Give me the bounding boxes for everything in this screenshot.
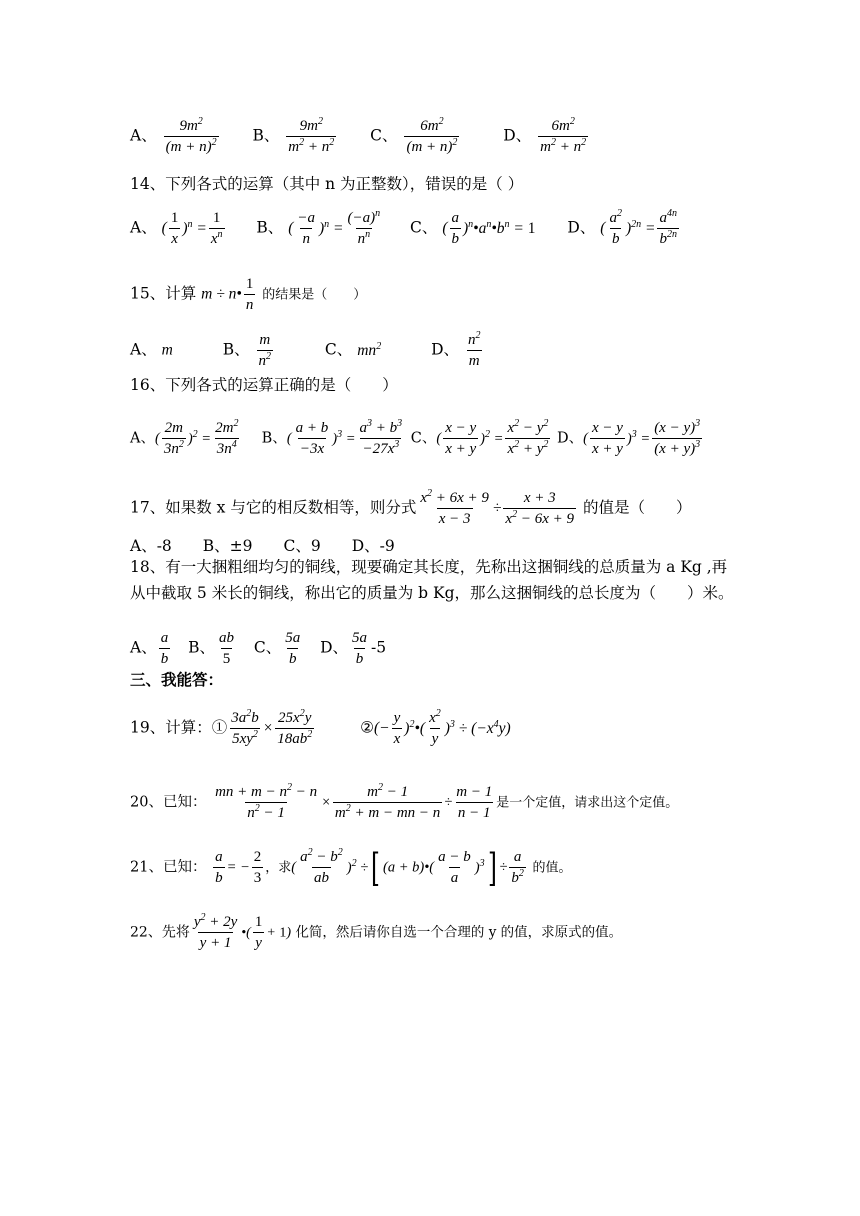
q16-text: 16、下列各式的运算正确的是（ ） — [130, 376, 398, 394]
circled-one: ① — [211, 718, 228, 737]
q15-prefix: 15、计算 — [130, 284, 197, 303]
q20-prefix: 20、已知： — [130, 794, 207, 811]
formula: $\frac{2m}{3n^2}$ — [163, 420, 184, 457]
q21-text: 21、已知： $\frac{a}{b}$ = − $\frac{2}{3}$ ，求( $\frac{a^2 - b^2}{ab}$ )$^2$ ÷[ (a + b)•( $\frac{a - b}{a}$ )$^3$] ÷ $\frac{a}{b^2}$ 的值。 — [130, 845, 572, 890]
formula: $\frac{m}{n^2}$ — [258, 332, 272, 369]
q14-text: 14、下列各式的运算（其中 n 为正整数），错误的是（ ） — [130, 175, 524, 193]
q15-options: A、 m B、 $\frac{m}{n^2}$ C、 $mn^2$ D、 $\frac{n^2}{m}$ — [130, 330, 481, 369]
option-d-label: D、 — [320, 638, 349, 657]
formula: $\frac{ab}{5}$ — [218, 630, 234, 667]
formula: $\frac{25x^2y}{18ab^2}$ — [277, 708, 313, 747]
option-c-label: C、 — [410, 430, 437, 447]
q22-prefix: 22、先将 — [130, 924, 190, 941]
q22-suffix: 化简，然后请你自选一个合理的 y 的值，求原式的值。 — [295, 924, 623, 941]
formula: $\frac{(-a)^n}{n^n}$ — [347, 208, 381, 247]
formula: $\frac{n^2}{m}$ — [467, 330, 481, 369]
formula: $\frac{3a^2b}{5xy^2}$ — [231, 708, 259, 747]
q20-text: 20、已知： $\frac{mn + m - n^2 - n}{n^2 - 1}$ × $\frac{m^2 - 1}{m^2 + m - mn - n}$ ÷ $\frac{m - 1}{n - 1}$ 是一个定值，请求出这个定值。 — [130, 782, 679, 821]
formula: $\frac{y}{x}$ — [393, 710, 401, 747]
q22-text: 22、先将 $\frac{y^2 + 2y}{y + 1}$ •( $\frac{1}{y}$ + 1) 化简，然后请你自选一个合理的 y 的值，求原式的值。 — [130, 912, 623, 951]
formula: $\frac{(x - y)^3}{(x + y)^3}$ — [654, 418, 701, 457]
formula: $\frac{x^2 + 6x + 9}{x - 3}$ — [420, 488, 489, 527]
option-c-label: C、 — [324, 340, 353, 359]
formula: $\frac{mn + m - n^2 - n}{n^2 - 1}$ — [215, 782, 318, 821]
q19-text: 19、计算：① $\frac{3a^2b}{5xy^2}$ × $\frac{25x^2y}{18ab^2}$ ②(− $\frac{y}{x}$ )$^2$•( $\frac{x^2}{y}$ )$^3 \div (-x^4y)$ — [130, 708, 511, 747]
formula: $\frac{a + b}{-3x}$ — [295, 420, 329, 457]
option-b-label: B、 — [261, 430, 287, 447]
formula: $\frac{a}{b}$ — [160, 630, 169, 667]
section-heading: 三、我能答： — [130, 670, 224, 689]
option-c-label: C、 — [253, 638, 282, 657]
q16-options: A、( $\frac{2m}{3n^2}$ )$^2$ = $\frac{2m^2}{3n^4}$ B、( $\frac{a + b}{-3x}$ )$^3$ = $\frac{a^3 + b^3}{-27x^3}$ C、( $\frac{x - y}{x + y}$ )$^2$ = $\frac{x^2 - y^2}{x^2 + y^2}$ D、( $\frac{x - y}{x + y}$ )$^3$ = $\frac{(x - y)^3}{(x + y)^3}$ — [130, 418, 701, 457]
formula: $\frac{x^2 - y^2}{x^2 + y^2}$ — [507, 418, 549, 457]
formula: $\frac{1}{n}$ — [245, 276, 254, 313]
option-d-label: D、 — [431, 340, 459, 359]
formula: $\frac{m^2 - 1}{m^2 + m - mn - n}$ — [334, 782, 441, 821]
formula: $\frac{x + 3}{x^2 - 6x + 9}$ — [505, 490, 574, 527]
option-b-label: B、 — [222, 340, 250, 359]
option-c-label: C、 — [370, 126, 398, 145]
q21-suffix: 的值。 — [532, 860, 572, 876]
formula: $\frac{a^2 - b^2}{ab}$ — [300, 847, 343, 886]
q21-prefix: 21、已知： — [130, 859, 207, 876]
option-a-label: A、 — [130, 126, 157, 145]
q20-suffix: 是一个定值，请求出这个定值。 — [496, 795, 679, 811]
formula: $\frac{1}{y}$ — [254, 914, 263, 951]
q13-options — [130, 116, 740, 157]
formula: $\frac{x - y}{x + y}$ — [591, 420, 623, 457]
option-b-label: B、 — [252, 126, 280, 145]
formula: $\frac{6m^2}{m^2 + n^2}$ — [540, 116, 587, 155]
q15-text: 15、计算 m ÷ n• $\frac{1}{n}$ 的结果是（ ） — [130, 276, 367, 313]
q21-mid: ，求 — [265, 860, 292, 876]
option-a-label: A、 — [130, 638, 157, 657]
formula: $\frac{2}{3}$ — [253, 849, 262, 886]
formula: $\frac{1}{x}$ — [170, 210, 179, 247]
formula: $\frac{5a}{b}$ — [285, 630, 301, 667]
q17-options: A、-8 B、±9 C、9 D、-9 — [130, 537, 395, 555]
bracket: ] — [487, 845, 497, 890]
bracket: [ — [371, 845, 381, 890]
formula: $\frac{a^3 + b^3}{-27x^3}$ — [359, 418, 403, 457]
formula: $\frac{9m^2}{(m + n)^2}$ — [165, 116, 217, 155]
option-d-label: D、 — [567, 218, 596, 237]
formula: $\frac{a}{b^2}$ — [511, 849, 524, 886]
formula: $\frac{a}{b}$ — [451, 210, 459, 247]
q15-suffix: 的结果是（ ） — [262, 287, 367, 303]
option-b-label: B、 — [188, 638, 215, 657]
option-a-label: A、 — [130, 430, 155, 447]
circled-two: ② — [360, 718, 374, 737]
formula: $\frac{a}{b}$ — [215, 849, 223, 886]
option-d-suffix: -5 — [371, 638, 387, 657]
formula: $\frac{2m^2}{3n^4}$ — [215, 418, 239, 457]
q14-options: A、 ( $\frac{1}{x}$ )$^n$ = $\frac{1}{x^n}$ B、 ( $\frac{-a}{n}$ )$^n$ = $\frac{(-a)^n}{n^n}$ C、 ( $\frac{a}{b}$ )$^n•a^n•b^n = 1$ D、 ( $\frac{a^2}{b}$ )$^{2n}$ = $\frac{a^{4n}}{b^{2n}}$ — [130, 208, 677, 247]
formula: $\frac{m - 1}{n - 1}$ — [456, 784, 493, 821]
formula: $\frac{x - y}{x + y}$ — [445, 420, 477, 457]
formula: $\frac{a^{4n}}{b^{2n}}$ — [659, 208, 677, 247]
q18-options — [130, 628, 740, 669]
formula: $\frac{y^2 + 2y}{y + 1}$ — [193, 912, 238, 951]
q19-prefix: 19、计算： — [130, 718, 212, 737]
option-a-label: A、 — [130, 218, 157, 237]
option-c-label: C、 — [410, 218, 438, 237]
option-d-label: D、 — [557, 430, 584, 447]
formula: $\frac{5a}{b}$ — [352, 630, 368, 667]
q18-text: 18、有一大捆粗细均匀的铜线，现要确定其长度，先称出这捆铜线的总质量为 a Kg ,再从中截取 5 米长的铜线，称出它的质量为 b Kg，那么这捆铜线的总长度为（ ）米。 — [130, 558, 734, 602]
q17-text: 17、如果数 x 与它的相反数相等，则分式 $\frac{x^2 + 6x + 9}{x - 3}$ ÷ $\frac{x + 3}{x^2 - 6x + 9}$ 的值是（ ） — [130, 488, 692, 527]
q17-prefix: 17、如果数 x 与它的相反数相等，则分式 — [130, 498, 417, 517]
formula: $\frac{1}{x^n}$ — [210, 210, 223, 247]
formula: $\frac{-a}{n}$ — [297, 210, 315, 247]
formula: $\frac{9m^2}{m^2 + n^2}$ — [288, 116, 335, 155]
formula: $\frac{a - b}{a}$ — [438, 849, 471, 886]
formula: $\frac{x^2}{y}$ — [429, 708, 441, 747]
option-a-label: A、 — [130, 340, 157, 359]
formula: $\frac{a^2}{b}$ — [609, 208, 622, 247]
formula: $\frac{6m^2}{(m + n)^2}$ — [406, 116, 458, 155]
option-d-label: D、 — [503, 126, 532, 145]
q17-suffix: 的值是（ ） — [582, 498, 692, 517]
option-b-label: B、 — [256, 218, 284, 237]
